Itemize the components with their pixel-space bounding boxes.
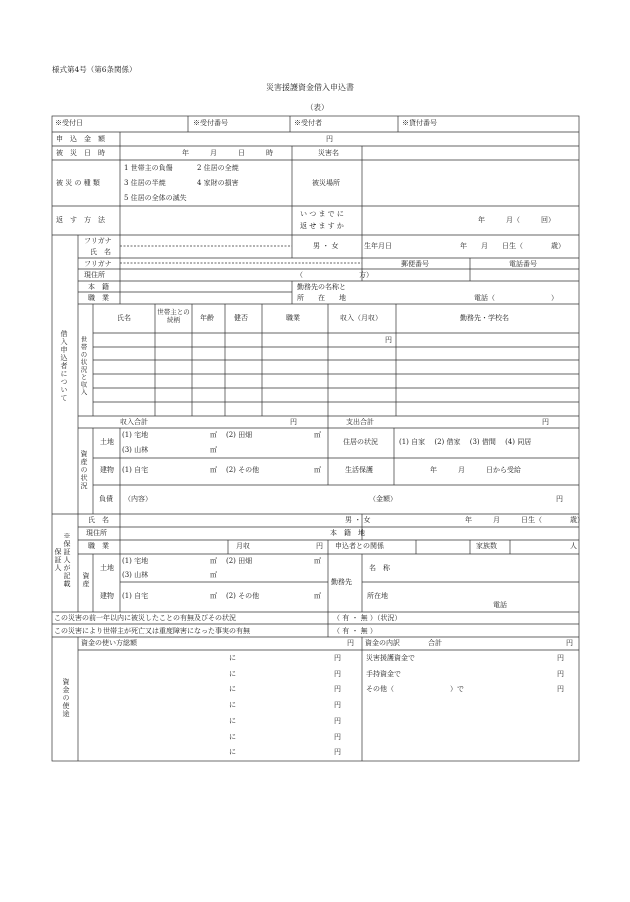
damage-kind-label: 被 災 の 種 類 [56,179,100,187]
usage-ni: に [229,717,236,725]
guarantor-honseki-label: 本 籍 地 [330,529,365,537]
usage-ni: に [229,748,236,756]
usage-sum-label: 合計 [428,639,442,647]
honseki-label: 本 籍 [88,283,109,291]
land-label: 土地 [100,438,114,446]
history-a1: （ 有 ・ 無 ）（状況） [333,614,402,622]
repay-by-value: 年 月（ 回） [478,216,555,224]
gender-label: 男 ・ 女 [313,242,339,250]
employer-phone: 電話（ ） [474,294,558,302]
form-title: 災害援護資金借入申込書 [266,83,354,92]
guarantor-persons: 人 [570,542,577,550]
guarantor-employer-label: 勤務先 [331,578,352,586]
usage-yen: 円 [334,670,341,678]
household-header: 健否 [234,314,248,322]
household-header: 職業 [286,314,300,322]
land-item: (1) 宅地 [122,431,149,439]
assets-label: 資産の状況 [80,450,88,490]
amount-yen: 円 [326,135,333,143]
employer-label: 所 在 地 [297,294,346,302]
guarantor-address-label: 現住所 [86,529,107,537]
expense-total-label: 支出合計 [346,418,374,426]
building-item: (2) その他 [226,466,260,474]
dob-value: 年 月 日生（ 歳） [460,242,565,250]
repay-by-label: い つ ま で に [300,210,344,218]
guarantor-emp-phone: 電話 [493,601,507,609]
guarantor-emp-place: 所在地 [367,592,388,600]
housing-label: 住居の状況 [343,438,378,446]
sqm-unit: ㎡ [314,466,321,474]
furigana-label: フリガナ [84,260,112,268]
usage-item-yen: 円 [557,685,564,693]
repay-by-label: 返 せ ま す か [300,222,344,230]
guarantor-note: ※保証人が記載 [63,532,71,588]
usage-sum-yen: 円 [566,639,573,647]
name-label: 氏 名 [90,248,111,256]
form-side: （表） [306,103,329,112]
guarantor-relation-label: 申込者との関係 [335,542,384,550]
household-header: 年齢 [200,314,214,322]
guarantor-emp-name: 名 称 [369,564,390,572]
expense-total-yen: 円 [542,418,549,426]
guarantor-family-label: 家族数 [476,542,497,550]
guarantor-land-label: 土地 [100,564,114,572]
usage-item-yen: 円 [557,670,564,678]
debt-content: （内容） [124,495,152,503]
employer-label: 勤務先の名称と [297,283,346,291]
loan-no-label: ※貸付番号 [402,119,437,127]
building-item: (1) 自宅 [122,466,149,474]
land-item: (3) 山林 [122,446,149,454]
usage-ni: に [229,701,236,709]
household-header: 世帯主との続柄 [157,308,190,324]
guarantor-income-yen: 円 [316,542,323,550]
history-a2: （ 有 ・ 無 ） [333,627,377,635]
household-label: 世帯の状況と収入 [79,336,88,396]
guarantor-building-label: 建物 [100,592,114,600]
income-total-label: 収入合計 [120,418,148,426]
received-no-label: ※受付番号 [193,119,228,127]
sqm-unit: ㎡ [210,466,217,474]
history-q2: この災害により世帯主が死亡又は重度障害になった事実の有無 [54,627,250,635]
sqm-unit: ㎡ [210,446,217,454]
guarantor-dob: 年 月 日生（ 歳） [465,516,584,524]
disaster-name-label: 災害名 [318,149,339,157]
history-q1: この災害の前一年以内に被災したことの有無及びその状況 [54,614,236,622]
debt-label: 負債 [99,495,113,503]
debt-yen: 円 [556,495,563,503]
usage-ni: に [229,685,236,693]
household-header: 氏名 [117,314,131,322]
date-value: 年 月 日 時 [182,149,273,157]
disaster-place-label: 被災場所 [312,179,340,187]
dob-label: 生年月日 [364,242,392,250]
damage-option: 2 住居の全焼 [197,164,239,172]
guarantor-occupation-label: 職 業 [88,542,109,550]
guarantor-gender: 男 ・ 女 [345,516,371,524]
land-item: (2) 田畑 [226,431,253,439]
usage-yen: 円 [334,733,341,741]
damage-option: 5 住居の全体の滅失 [124,194,187,202]
sqm-unit: ㎡ [210,571,217,579]
usage-item: 災害援護資金で [366,654,415,662]
usage-yen: 円 [334,685,341,693]
debt-amount: （金額） [369,495,397,503]
usage-yen: 円 [334,701,341,709]
furigana-label: フリガナ [84,237,112,245]
usage-total-yen: 円 [347,639,354,647]
building-item: (2) その他 [226,592,260,600]
receiver-label: ※受付者 [294,119,322,127]
phone-label: 電話番号 [509,260,537,268]
usage-yen: 円 [334,748,341,756]
sqm-unit: ㎡ [210,431,217,439]
usage-ni: に [229,733,236,741]
damage-option: 3 住居の半焼 [124,179,166,187]
land-item: (2) 田畑 [226,557,253,565]
address-paren: （ 方） [296,271,373,279]
usage-ni: に [229,670,236,678]
household-header: 勤務先・学校名 [460,314,509,322]
welfare-label: 生活保護 [345,466,373,474]
sqm-unit: ㎡ [314,431,321,439]
welfare-value: 年 月 日から受給 [430,466,521,474]
usage-yen: 円 [334,717,341,725]
building-label: 建物 [100,466,114,474]
usage-yen: 円 [334,654,341,662]
guarantor-income-label: 月収 [236,542,250,550]
land-item: (1) 宅地 [122,557,149,565]
occupation-label: 職 業 [88,294,109,302]
building-item: (1) 自宅 [122,592,149,600]
damage-option: 1 世帯主の負傷 [124,164,173,172]
sqm-unit: ㎡ [314,592,321,600]
applicant-section-label: 借入申込者について [60,330,68,402]
guarantor-label: 保証人 [54,548,62,572]
form-number: 様式第4号（第6条関係） [52,65,137,74]
land-item: (3) 山林 [122,571,149,579]
address-label: 現住所 [84,271,105,279]
damage-option: 4 家財の損害 [197,179,239,187]
repay-method-label: 返 す 方 法 [56,216,105,224]
usage-total-label: 資金の使い方総額 [81,639,137,647]
housing-options: (1) 自家 (2) 借家 (3) 借間 (4) 同居 [399,438,532,446]
usage-label: 資金の使途 [62,678,70,718]
date-label: 被 災 日 時 [56,149,105,157]
guarantor-asset-label: 資産 [82,572,90,588]
amount-label: 申 込 金 額 [56,135,105,143]
household-header: 収入（月収） [340,314,382,322]
sqm-unit: ㎡ [210,592,217,600]
received-date-label: ※受付日 [55,119,83,127]
usage-item: 手持資金で [366,670,401,678]
income-total-yen: 円 [290,418,297,426]
usage-item-yen: 円 [557,654,564,662]
postal-label: 郵便番号 [401,260,429,268]
sqm-unit: ㎡ [210,557,217,565]
sqm-unit: ㎡ [314,557,321,565]
usage-breakdown-label: 資金の内訳 [365,639,400,647]
guarantor-name-label: 氏 名 [88,516,109,524]
household-yen: 円 [385,336,392,344]
usage-item: その他（ ）で [366,685,464,693]
usage-ni: に [229,654,236,662]
